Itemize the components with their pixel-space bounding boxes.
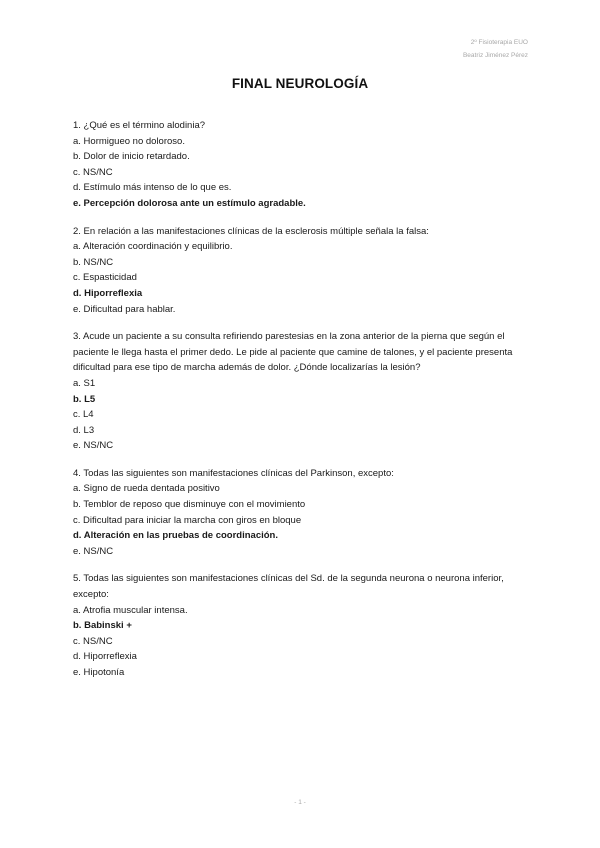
answer-option: a. Hormigueo no doloroso. [73,135,185,147]
answer-option: a. Atrofia muscular intensa. [73,604,188,616]
answer-option-correct: e. Percepción dolorosa ante un estímulo agradable. [73,197,306,209]
answer-option: a. Signo de rueda dentada positivo [73,483,220,495]
answer-option: d. Estímulo más intenso de lo que es. [73,182,232,194]
question-2 [73,224,533,318]
question-1 [73,118,533,212]
answer-option: e. NS/NC [73,545,114,557]
answer-option: e. Dificultad para hablar. [73,303,176,315]
page-title: FINAL NEUROLOGÍA [231,76,369,91]
question-stem: 5. Todas las siguientes son manifestaciones clínicas del Sd. de la segunda neurona o neurona inferior, excepto: [73,573,504,601]
question-5 [73,571,533,680]
answer-option: a. S1 [73,377,96,389]
answer-option: e. NS/NC [73,440,114,452]
document-header [463,36,528,62]
answer-option: b. NS/NC [73,256,114,268]
answer-option-correct: b. Babinski + [73,620,132,632]
question-stem: 1. ¿Qué es el término alodinia? [73,120,206,131]
exam-questions [73,118,533,693]
question-stem: 3. Acude un paciente a su consulta refiriendo parestesias en la zona anterior de la pierna que según el paciente le llega hasta el primer dedo. Le pide al paciente que camine de talones, y el paciente presenta dificultad para ese tipo de marcha además de dolor. ¿Dónde localizarías la lesión? [73,331,513,374]
answer-option: c. Espasticidad [73,272,137,284]
header-course: 2º Fisioterapia EUO [470,39,528,46]
answer-option: d. Hiporreflexia [73,651,137,663]
answer-option: b. Dolor de inicio retardado. [73,151,190,163]
question-stem: 2. En relación a las manifestaciones clínicas de la esclerosis múltiple señala la falsa: [73,225,429,237]
question-3 [73,329,533,454]
question-4 [73,466,533,560]
answer-option-correct: d. Alteración en las pruebas de coordinación. [73,530,279,542]
question-stem: 4. Todas las siguientes son manifestaciones clínicas del Parkinson, excepto: [73,467,394,479]
page-number: - 1 - [294,799,306,806]
answer-option: c. L4 [73,409,94,421]
answer-option-correct: b. L5 [73,393,96,405]
answer-option: c. NS/NC [73,635,113,647]
answer-option: c. NS/NC [73,166,113,178]
answer-option: e. Hipotonía [73,667,125,678]
answer-option: c. Dificultad para iniciar la marcha con giros en bloque [73,514,302,526]
header-author: Beatriz Jiménez Pérez [462,52,528,59]
answer-option: a. Alteración coordinación y equilibrio. [73,241,233,253]
answer-option-correct: d. Hiporreflexia [73,287,143,299]
answer-option: b. Temblor de reposo que disminuye con el movimiento [73,499,306,511]
answer-option: d. L3 [73,424,95,436]
